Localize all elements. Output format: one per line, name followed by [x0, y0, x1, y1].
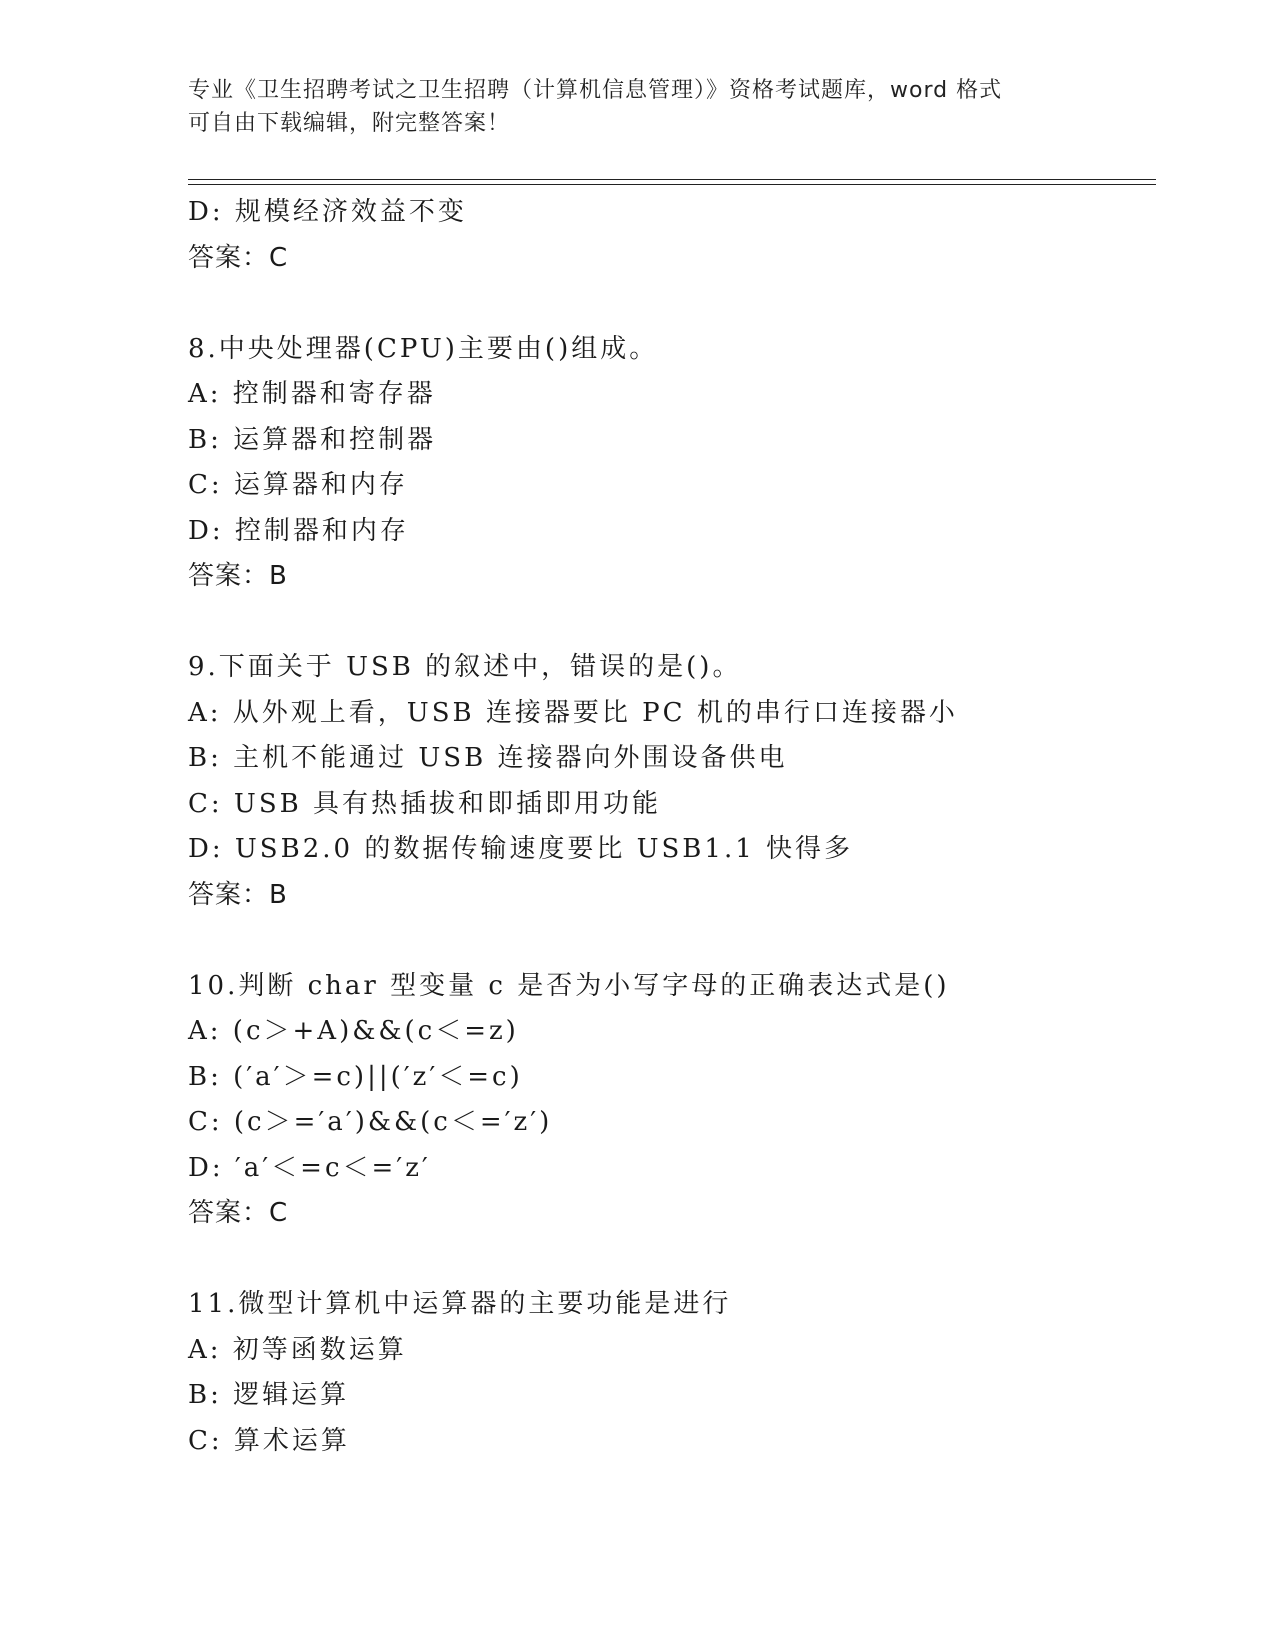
option-c: C: 算术运算 [188, 1425, 350, 1456]
header-title-line-1: 专业《卫生招聘考试之卫生招聘（计算机信息管理）》资格考试题库，word 格式 [188, 78, 1003, 103]
option-a: A: 从外观上看，USB 连接器要比 PC 机的串行口连接器小 [188, 697, 958, 728]
header-title-line-2: 可自由下载编辑，附完整答案！ [188, 111, 511, 136]
option-d: D: 控制器和内存 [188, 515, 409, 546]
header-divider-bottom [188, 184, 1156, 185]
question-list [188, 190, 1168, 1464]
option-b: B: 主机不能通过 USB 连接器向外围设备供电 [188, 743, 788, 773]
option-b: B: 逻辑运算 [188, 1380, 350, 1410]
question-stem: 10.判断 char 型变量 c 是否为小写字母的正确表达式是() [188, 970, 950, 1001]
document-header [188, 74, 1088, 140]
header-divider-top [188, 179, 1156, 180]
question-10 [188, 964, 1168, 1237]
question-stem: 9.下面关于 USB 的叙述中，错误的是()。 [188, 652, 742, 682]
option-a: A: 控制器和寄存器 [188, 379, 436, 409]
question-stem: 8.中央处理器(CPU)主要由()组成。 [188, 333, 659, 364]
option-d: D: USB2.0 的数据传输速度要比 USB1.1 快得多 [188, 834, 854, 864]
option-a: A: (c＞+A)&&(c＜=z) [188, 1016, 519, 1046]
question-stem: 11.微型计算机中运算器的主要功能是进行 [188, 1289, 732, 1319]
spacer [188, 600, 1168, 646]
spacer [188, 281, 1168, 327]
answer: 答案：B [188, 561, 288, 591]
spacer [188, 918, 1168, 964]
option-b: B: 运算器和控制器 [188, 424, 437, 455]
question-8 [188, 327, 1168, 600]
option-c: C: (c＞=′a′)&&(c＜=′z′) [188, 1107, 553, 1137]
option-c: C: USB 具有热插拔和即插即用功能 [188, 788, 662, 819]
question-11 [188, 1282, 1168, 1464]
answer: 答案：B [188, 879, 288, 910]
spacer [188, 1237, 1168, 1283]
option-d: D: ′a′＜=c＜=′z′ [188, 1152, 431, 1183]
option-c: C: 运算器和内存 [188, 470, 408, 500]
answer: 答案：C [188, 1198, 289, 1228]
answer: 答案：C [188, 242, 289, 273]
option-b: B: (′a′＞=c)||(′z′＜=c) [188, 1061, 523, 1092]
option-a: A: 初等函数运算 [188, 1334, 407, 1365]
option-d: D: 规模经济效益不变 [188, 197, 467, 227]
question-9 [188, 645, 1168, 918]
